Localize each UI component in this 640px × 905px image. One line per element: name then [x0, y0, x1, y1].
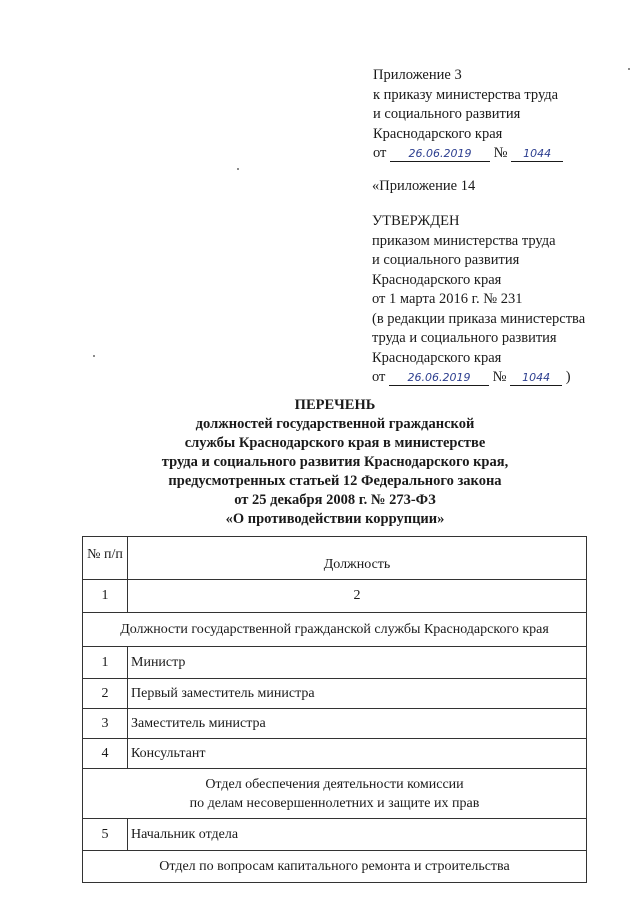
- row-number: 1: [83, 647, 128, 679]
- closing-paren: ): [565, 369, 571, 385]
- section-row: [83, 769, 587, 819]
- approved-title: УТВЕРЖДЕН: [372, 213, 460, 229]
- row-position: Консультант: [128, 739, 587, 769]
- approved-line: от 1 марта 2016 г. № 231: [372, 291, 523, 307]
- row-position: Министр: [128, 647, 587, 679]
- date-prefix: от: [373, 145, 387, 161]
- approved-line: Краснодарского края: [372, 349, 502, 366]
- positions-table: [82, 536, 587, 883]
- appendix-line: Краснодарского края: [373, 125, 503, 142]
- col-number-index: 1: [83, 580, 128, 613]
- appendix-line: Приложение 3: [373, 67, 462, 83]
- scan-speck: [93, 355, 95, 357]
- section-title: Отдел по вопросам капитального ремонта и строительства: [83, 851, 587, 883]
- approved-line: (в редакции приказа министерства: [372, 310, 586, 327]
- section-row: [83, 851, 587, 883]
- handwritten-date: 26.06.2019: [389, 370, 489, 386]
- approved-line: и социального развития: [372, 252, 520, 268]
- title-line: предусмотренных статьей 12 Федерального закона: [168, 473, 502, 489]
- title-line: службы Краснодарского края в министерстве: [184, 435, 486, 451]
- title-line: от 25 декабря 2008 г. № 273-ФЗ: [234, 492, 436, 508]
- table-row: [83, 679, 587, 709]
- appendix-header: [373, 66, 563, 164]
- table-row: [83, 739, 587, 769]
- approved-block: [372, 212, 585, 388]
- table-header-row: [83, 537, 587, 580]
- section-title-line: Отдел обеспечения деятельности комиссии: [205, 776, 464, 792]
- section-title: [83, 769, 587, 819]
- table-row: [83, 709, 587, 739]
- date-prefix: от: [372, 369, 386, 385]
- section-title: Должности государственной гражданской службы Краснодарского края: [83, 613, 587, 647]
- col-number-header: № п/п: [83, 537, 128, 580]
- row-number: 3: [83, 709, 128, 739]
- row-number: 4: [83, 739, 128, 769]
- appendix-line: к приказу министерства труда: [373, 86, 559, 103]
- handwritten-number: 1044: [510, 370, 562, 386]
- document-title: [140, 396, 530, 529]
- section-title-line: по делам несовершеннолетних и защите их прав: [189, 795, 480, 811]
- appendix-14-label: «Приложение 14: [372, 178, 476, 194]
- number-prefix: №: [493, 145, 508, 161]
- appendix-line: и социального развития: [373, 106, 521, 122]
- handwritten-date: 26.06.2019: [390, 146, 490, 162]
- title-line: должностей государственной гражданской: [195, 416, 475, 432]
- scan-speck: [237, 168, 239, 170]
- title-line: труда и социального развития Краснодарского края,: [161, 454, 509, 470]
- handwritten-number: 1044: [511, 146, 563, 162]
- title-heading: ПЕРЕЧЕНЬ: [294, 397, 376, 413]
- row-number: 5: [83, 819, 128, 851]
- col-position-index: 2: [128, 580, 587, 613]
- scan-speck: [628, 68, 630, 70]
- number-prefix: №: [492, 369, 507, 385]
- row-number: 2: [83, 679, 128, 709]
- approved-line: труда и социального развития: [372, 330, 557, 346]
- approved-line: Краснодарского края: [372, 271, 502, 288]
- row-position: Начальник отдела: [128, 819, 587, 851]
- approved-date-line: [372, 368, 585, 388]
- table-row: [83, 819, 587, 851]
- table-row: [83, 647, 587, 679]
- row-position: Заместитель министра: [128, 709, 587, 739]
- row-position: Первый заместитель министра: [128, 679, 587, 709]
- approved-line: приказом министерства труда: [372, 232, 556, 249]
- table-index-row: [83, 580, 587, 613]
- title-line: «О противодействии коррупции»: [225, 511, 445, 527]
- section-row: [83, 613, 587, 647]
- col-position-header: Должность: [128, 537, 587, 580]
- appendix-date-line: [373, 144, 563, 164]
